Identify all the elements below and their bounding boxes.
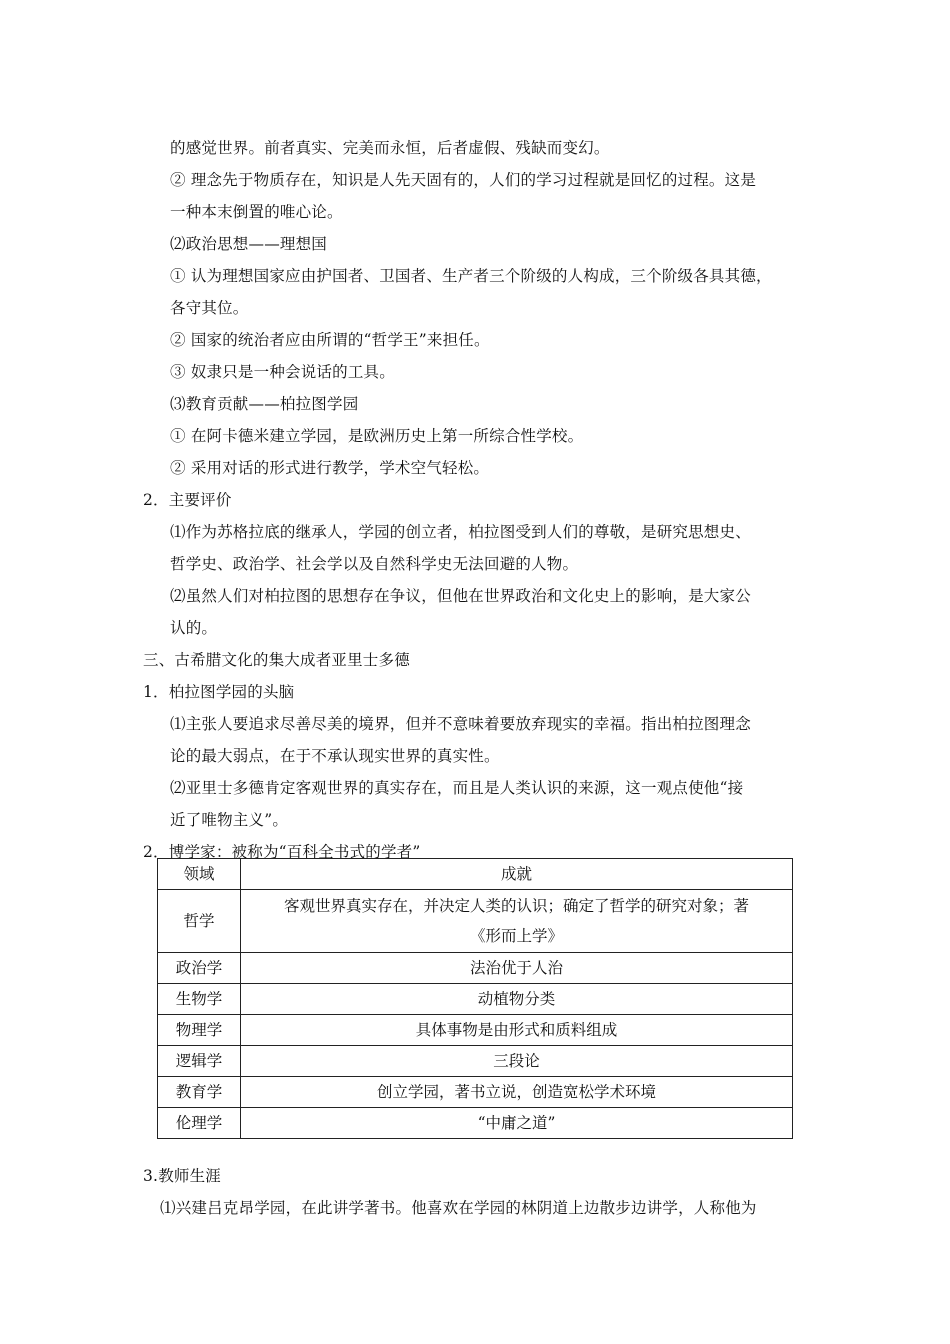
table-cell-field: 生物学 (158, 984, 241, 1015)
table-cell-field: 物理学 (158, 1015, 241, 1046)
table-cell-achievement: 具体事物是由形式和质料组成 (241, 1015, 793, 1046)
paragraph-line: 各守其位。 (170, 299, 249, 317)
table-row (158, 890, 793, 953)
table-cell-achievement (241, 890, 793, 953)
achievements-table (157, 858, 793, 1139)
table-header-row (158, 859, 793, 890)
paragraph-line: ① 认为理想国家应由护国者、卫国者、生产者三个阶级的人构成，三个阶级各具其德， (170, 267, 772, 285)
table-cell-achievement: 三段论 (241, 1046, 793, 1077)
table-cell-field: 伦理学 (158, 1108, 241, 1139)
paragraph-line: ② 国家的统治者应由所谓的“哲学王”来担任。 (170, 331, 490, 349)
table-row (158, 1015, 793, 1046)
table-row (158, 1108, 793, 1139)
table-cell-achievement: 动植物分类 (241, 984, 793, 1015)
subheading: ⑵政治思想——理想国 (170, 235, 328, 253)
table-cell-field: 哲学 (158, 890, 241, 953)
paragraph-line: 论的最大弱点，在于不承认现实世界的真实性。 (170, 747, 500, 765)
section-heading: 2．主要评价 (143, 491, 232, 509)
achievement-line: 客观世界真实存在，并决定人类的认识；确定了哲学的研究对象；著 (283, 897, 749, 915)
table-header-cell: 成就 (241, 859, 793, 890)
table-cell-achievement: 法治优于人治 (241, 953, 793, 984)
subheading: ⑶教育贡献——柏拉图学园 (170, 395, 359, 413)
paragraph-line: ⑴主张人要追求尽善尽美的境界，但并不意味着要放弃现实的幸福。指出柏拉图理念 (170, 715, 751, 733)
table-row (158, 953, 793, 984)
table-row (158, 984, 793, 1015)
chapter-heading: 三、古希腊文化的集大成者亚里士多德 (143, 651, 410, 669)
paragraph-line: 哲学史、政治学、社会学以及自然科学史无法回避的人物。 (170, 555, 579, 573)
table-cell-field: 政治学 (158, 953, 241, 984)
paragraph-line: ⑵亚里士多德肯定客观世界的真实存在，而且是人类认识的来源，这一观点使他“接 (170, 779, 744, 797)
section-heading: 3.教师生涯 (143, 1167, 221, 1185)
table-row (158, 1046, 793, 1077)
paragraph-line: ② 理念先于物质存在，知识是人先天固有的，人们的学习过程就是回忆的过程。这是 (170, 171, 757, 189)
paragraph-line: 认的。 (170, 619, 218, 637)
section-heading: 2．博学家：被称为“百科全书式的学者” (143, 843, 421, 861)
achievement-line: 《形而上学》 (469, 927, 563, 945)
table-cell-achievement: 创立学园，著书立说，创造宽松学术环境 (241, 1077, 793, 1108)
paragraph-line: 的感觉世界。前者真实、完美而永恒，后者虚假、残缺而变幻。 (170, 139, 610, 157)
paragraph-line: 近了唯物主义”。 (170, 811, 289, 829)
paragraph-line: ⑴兴建吕克昂学园，在此讲学著书。他喜欢在学园的林阴道上边散步边讲学，人称他为 (160, 1199, 757, 1217)
paragraph-line: ① 在阿卡德米建立学园，是欧洲历史上第一所综合性学校。 (170, 427, 584, 445)
table-header-cell: 领域 (158, 859, 241, 890)
table-cell-field: 教育学 (158, 1077, 241, 1108)
table-cell-achievement: “中庸之道” (241, 1108, 793, 1139)
paragraph-line: ③ 奴隶只是一种会说话的工具。 (170, 363, 395, 381)
table-row (158, 1077, 793, 1108)
table-cell-field: 逻辑学 (158, 1046, 241, 1077)
section-heading: 1．柏拉图学园的头脑 (143, 683, 295, 701)
paragraph-line: ⑵虽然人们对柏拉图的思想存在争议，但他在世界政治和文化史上的影响，是大家公 (170, 587, 751, 605)
paragraph-line: 一种本末倒置的唯心论。 (170, 203, 343, 221)
paragraph-line: ⑴作为苏格拉底的继承人，学园的创立者，柏拉图受到人们的尊敬，是研究思想史、 (170, 523, 751, 541)
paragraph-line: ② 采用对话的形式进行教学，学术空气轻松。 (170, 459, 490, 477)
